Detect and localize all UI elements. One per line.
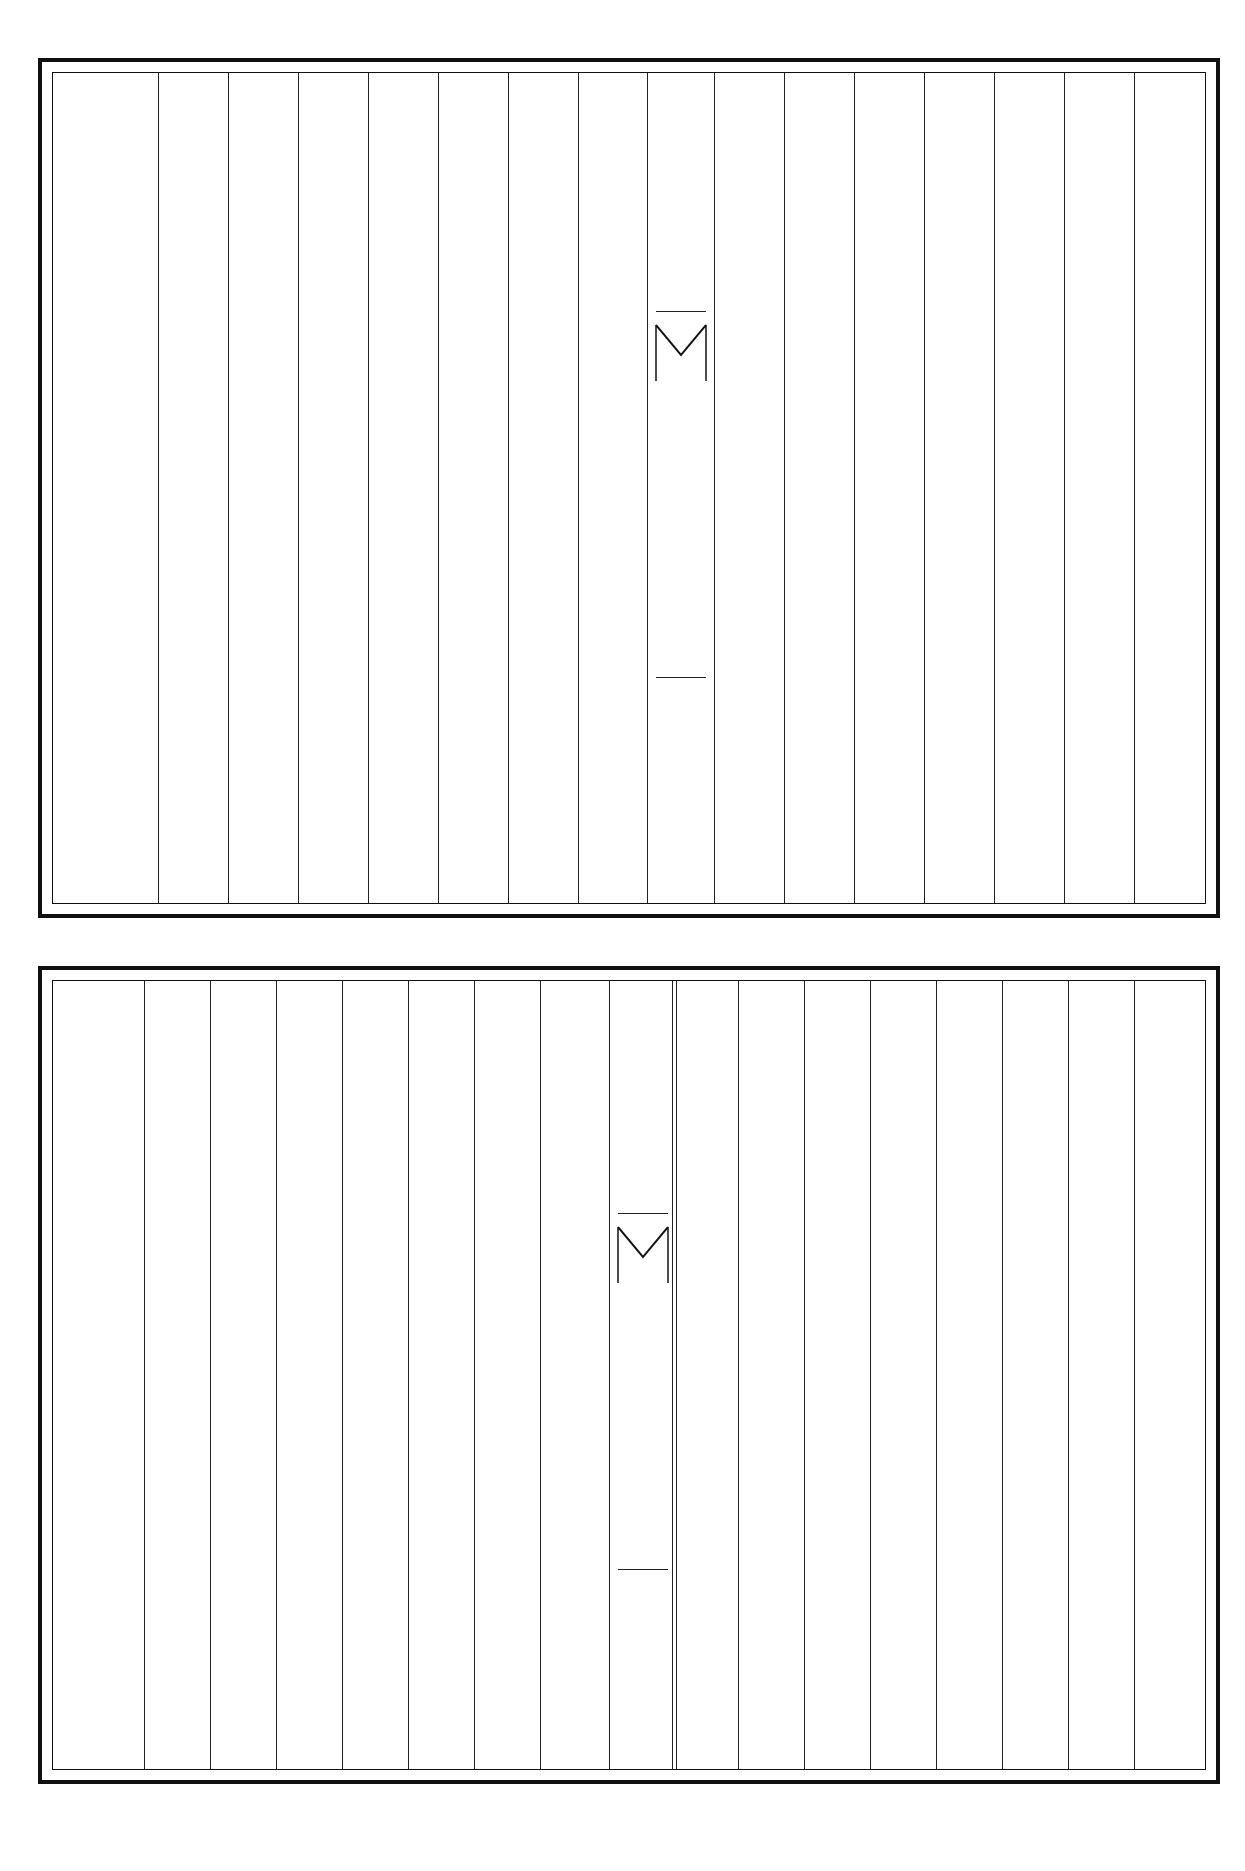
- divider: [618, 1213, 668, 1214]
- lower-page: [38, 966, 1220, 1784]
- text-column: [994, 73, 1065, 903]
- text-column: [298, 73, 369, 903]
- text-column: [854, 73, 925, 903]
- text-column: [158, 73, 229, 903]
- text-column: [578, 73, 649, 903]
- upper-page: [38, 58, 1220, 918]
- text-column: [784, 73, 855, 903]
- text-column: [228, 73, 299, 903]
- text-column: [1068, 981, 1139, 1769]
- text-column: [342, 981, 413, 1769]
- divider: [618, 1569, 668, 1570]
- text-column: [144, 981, 215, 1769]
- lower-page-frame: [52, 980, 1206, 1770]
- text-column: [804, 981, 875, 1769]
- fish-tail-mark-icon: [654, 323, 708, 383]
- text-column: [714, 73, 785, 903]
- text-column: [1064, 73, 1135, 903]
- text-column: [276, 981, 347, 1769]
- text-column: [474, 981, 545, 1769]
- divider: [656, 311, 706, 312]
- text-column: [672, 981, 743, 1769]
- text-column: [738, 981, 809, 1769]
- text-column: [89, 73, 159, 903]
- text-column: [1002, 981, 1073, 1769]
- text-column: [79, 981, 149, 1769]
- text-column: [870, 981, 941, 1769]
- fold-column: [647, 73, 715, 903]
- text-column: [1134, 981, 1205, 1769]
- text-column: [1134, 73, 1205, 903]
- text-column: [438, 73, 509, 903]
- text-column: [508, 73, 579, 903]
- text-column: [368, 73, 439, 903]
- text-column: [540, 981, 611, 1769]
- text-column: [936, 981, 1007, 1769]
- fish-tail-mark-icon: [616, 1225, 670, 1285]
- divider: [656, 677, 706, 678]
- fold-column: [609, 981, 677, 1769]
- text-column: [924, 73, 995, 903]
- text-column: [408, 981, 479, 1769]
- text-column: [210, 981, 281, 1769]
- upper-page-frame: [52, 72, 1206, 904]
